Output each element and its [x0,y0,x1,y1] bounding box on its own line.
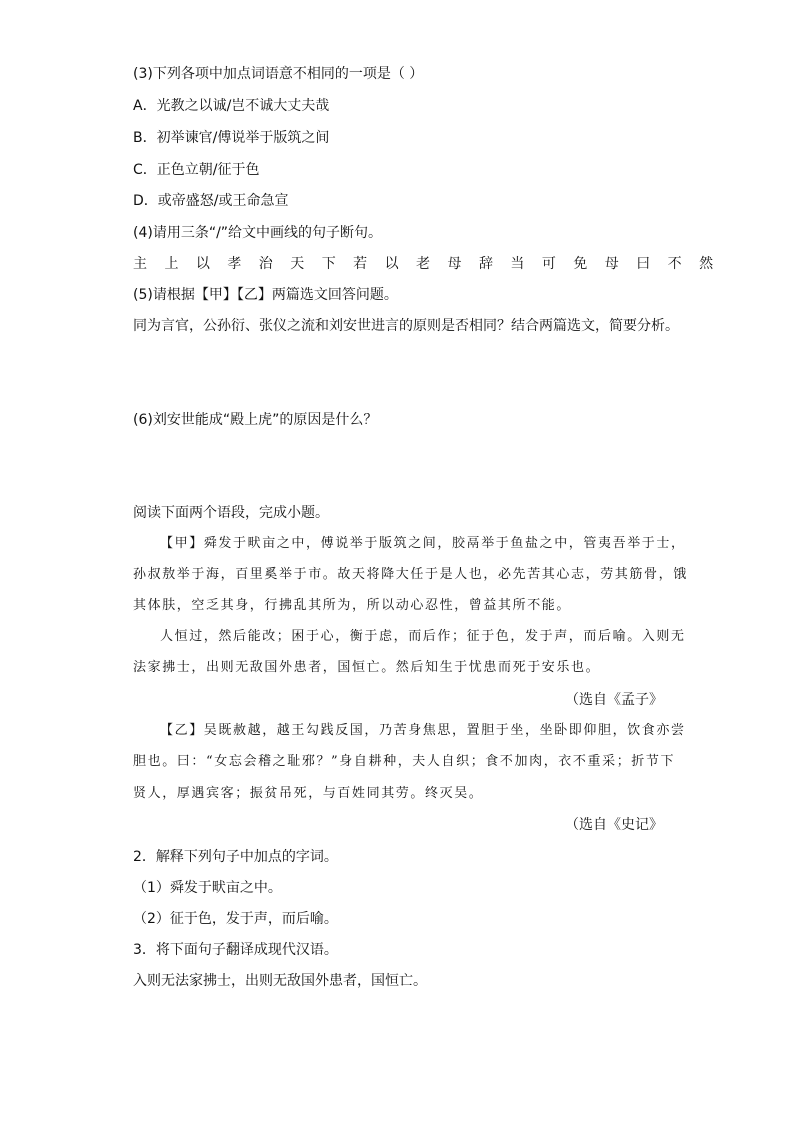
yi-line-3: 贤人，厚遇宾客；振贫吊死，与百姓同其劳。终灭吴。 [133,786,484,801]
q3b-stem: 3．将下面句子翻译成现代汉语。 [133,942,338,958]
reading-intro: 阅读下面两个语段，完成小题。 [133,505,329,521]
jia-line-2: 孙叔敖举于海，百里奚举于市。故天将降大任于是人也，必先苦其心志，劳其筋骨，饿 [133,567,688,582]
jia-line-5: 法家拂士，出则无敌国外患者，国恒亡。然后知生于忧患而死于安乐也。 [133,660,601,675]
q3-option-d: D．或帝盛怒/或王命急宣 [133,193,289,209]
q2-stem: 2．解释下列句子中加点的字词。 [133,849,338,865]
q3b-sentence: 入则无法家拂士，出则无敌国外患者，国恒亡。 [133,973,427,989]
q6-stem: (6)刘安世能成“殿上虎”的原因是什么？ [133,412,378,428]
q4-sentence: 主 上 以 孝 治 天 下 若 以 老 母 辞 当 可 免 母 曰 不 然 [133,256,720,272]
jia-line-3: 其体肤，空乏其身，行拂乱其所为，所以动心忍性，曾益其所不能。 [133,598,572,613]
q2-item-1: （1）舜发于畎亩之中。 [133,880,282,896]
jia-line-1: 【甲】舜发于畎亩之中，傅说举于版筑之间，胶鬲举于鱼盐之中，管夷吾举于士， [160,536,686,551]
q2-item-2: （2）征于色，发于声，而后喻。 [133,911,338,927]
jia-source: （选自《孟子》 [565,692,663,708]
q5-question: 同为言官，公孙衍、张仪之流和刘安世进言的原则是否相同？结合两篇选文，简要分析。 [133,318,679,334]
q3-option-b: B．初举谏官/傅说举于版筑之间 [133,130,330,146]
yi-source: （选自《史记》 [565,817,663,833]
q4-stem: (4)请用三条“/”给文中画线的句子断句。 [133,225,383,241]
q5-stem: (5)请根据【甲】【乙】两篇选文回答问题。 [133,287,398,303]
jia-line-4: 人恒过，然后能改；困于心，衡于虑，而后作；征于色，发于声，而后喻。入则无 [160,629,686,644]
yi-line-2: 胆也。曰：“女忘会稽之耻邪？”身自耕种，夫人自织；食不加肉，衣不重采；折节下 [133,754,676,769]
yi-line-1: 【乙】吴既赦越，越王勾践反国，乃苦身焦思，置胆于坐，坐卧即仰胆，饮食亦尝 [160,723,686,738]
q3-option-c: C．正色立朝/征于色 [133,162,260,178]
q3-stem: (3)下列各项中加点词语意不相同的一项是（ ） [133,66,424,82]
q3-option-a: A．光教之以诚/岂不诚大丈夫哉 [133,98,330,114]
